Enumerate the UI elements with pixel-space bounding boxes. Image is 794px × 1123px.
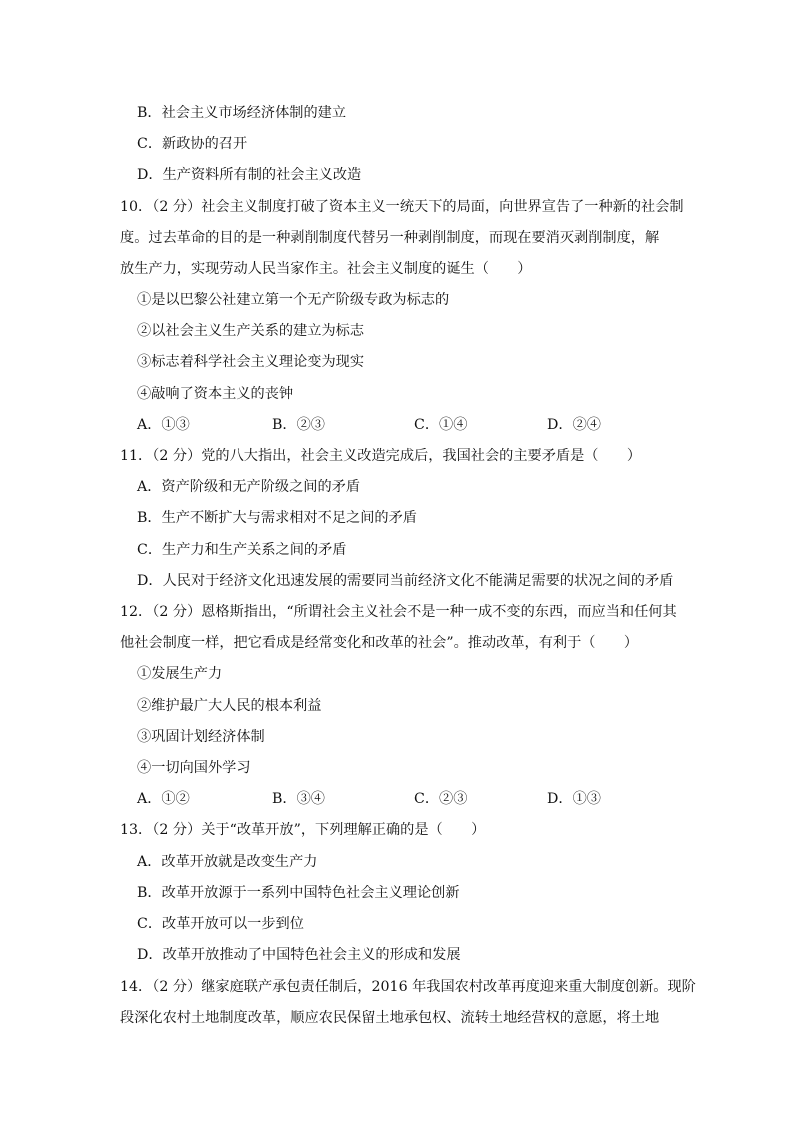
q12-statement-2: ②维护最广大人民的根本利益 bbox=[137, 698, 322, 714]
q11-option-a: A．资产阶级和无产阶级之间的矛盾 bbox=[137, 479, 361, 495]
q12-statement-1: ①发展生产力 bbox=[137, 666, 223, 682]
q11-option-c: C．生产力和生产关系之间的矛盾 bbox=[137, 542, 347, 558]
q12-statement-4: ④一切向国外学习 bbox=[137, 760, 251, 776]
q10-statement-1: ①是以巴黎公社建立第一个无产阶级专政为标志的 bbox=[137, 292, 450, 308]
q11-option-d: D．人民对于经济文化迅速发展的需要同当前经济文化不能满足需要的状况之间的矛盾 bbox=[137, 573, 674, 589]
q10-stem-line-3: 放生产力，实现劳动人民当家作主。社会主义制度的诞生（ ） bbox=[120, 261, 532, 277]
q11-option-b: B．生产不断扩大与需求相对不足之间的矛盾 bbox=[137, 510, 417, 526]
q14-stem-line-2: 段深化农村土地制度改革，顺应农民保留土地承包权、流转土地经营权的意愿，将土地 bbox=[120, 1010, 660, 1026]
q12-choice-b: B．③④ bbox=[272, 791, 325, 807]
q12-stem-line-1: 12．（2 分）恩格斯指出，“所谓社会主义社会不是一种一成不变的东西，而应当和任何其 bbox=[120, 604, 677, 620]
q14-stem-line-1: 14．（2 分）继家庭联产承包责任制后，2016 年我国农村改革再度迎来重大制度创新。现阶 bbox=[120, 979, 696, 995]
q9-option-b: B．社会主义市场经济体制的建立 bbox=[137, 105, 347, 121]
q9-option-c: C．新政协的召开 bbox=[137, 136, 248, 152]
q10-statement-3: ③标志着科学社会主义理论变为现实 bbox=[137, 354, 365, 370]
q10-choice-c: C．①④ bbox=[414, 417, 468, 433]
q9-option-d: D．生产资料所有制的社会主义改造 bbox=[137, 167, 362, 183]
q12-choice-c: C．②③ bbox=[414, 791, 468, 807]
q12-choices bbox=[137, 789, 697, 809]
q10-statement-4: ④敲响了资本主义的丧钟 bbox=[137, 386, 294, 402]
q12-statement-3: ③巩固计划经济体制 bbox=[137, 729, 265, 745]
q12-stem-line-2: 他社会制度一样，把它看成是经常变化和改革的社会”。推动改革，有利于（ ） bbox=[120, 635, 639, 651]
q10-stem-line-2: 度。过去革命的目的是一种剥削制度代替另一种剥削制度，而现在要消灭剥削制度，解 bbox=[120, 230, 660, 246]
q10-statement-2: ②以社会主义生产关系的建立为标志 bbox=[137, 323, 365, 339]
q10-choice-a: A．①③ bbox=[137, 417, 190, 433]
q12-choice-d: D．①③ bbox=[547, 791, 601, 807]
q13-option-d: D．改革开放推动了中国特色社会主义的形成和发展 bbox=[137, 947, 461, 963]
q13-option-b: B．改革开放源于一系列中国特色社会主义理论创新 bbox=[137, 885, 460, 901]
q13-option-c: C．改革开放可以一步到位 bbox=[137, 916, 304, 932]
q13-option-a: A．改革开放就是改变生产力 bbox=[137, 854, 318, 870]
q10-choice-d: D．②④ bbox=[547, 417, 601, 433]
q13-stem-line-1: 13．（2 分）关于“改革开放”，下列理解正确的是（ ） bbox=[120, 822, 486, 838]
q11-stem-line-1: 11．（2 分）党的八大指出，社会主义改造完成后，我国社会的主要矛盾是（ ） bbox=[120, 448, 642, 464]
q10-choices bbox=[137, 415, 697, 435]
q10-stem-line-1: 10．（2 分）社会主义制度打破了资本主义一统天下的局面，向世界宣告了一种新的社会制 bbox=[120, 199, 684, 215]
q10-choice-b: B．②③ bbox=[272, 417, 325, 433]
q12-choice-a: A．①② bbox=[137, 791, 190, 807]
